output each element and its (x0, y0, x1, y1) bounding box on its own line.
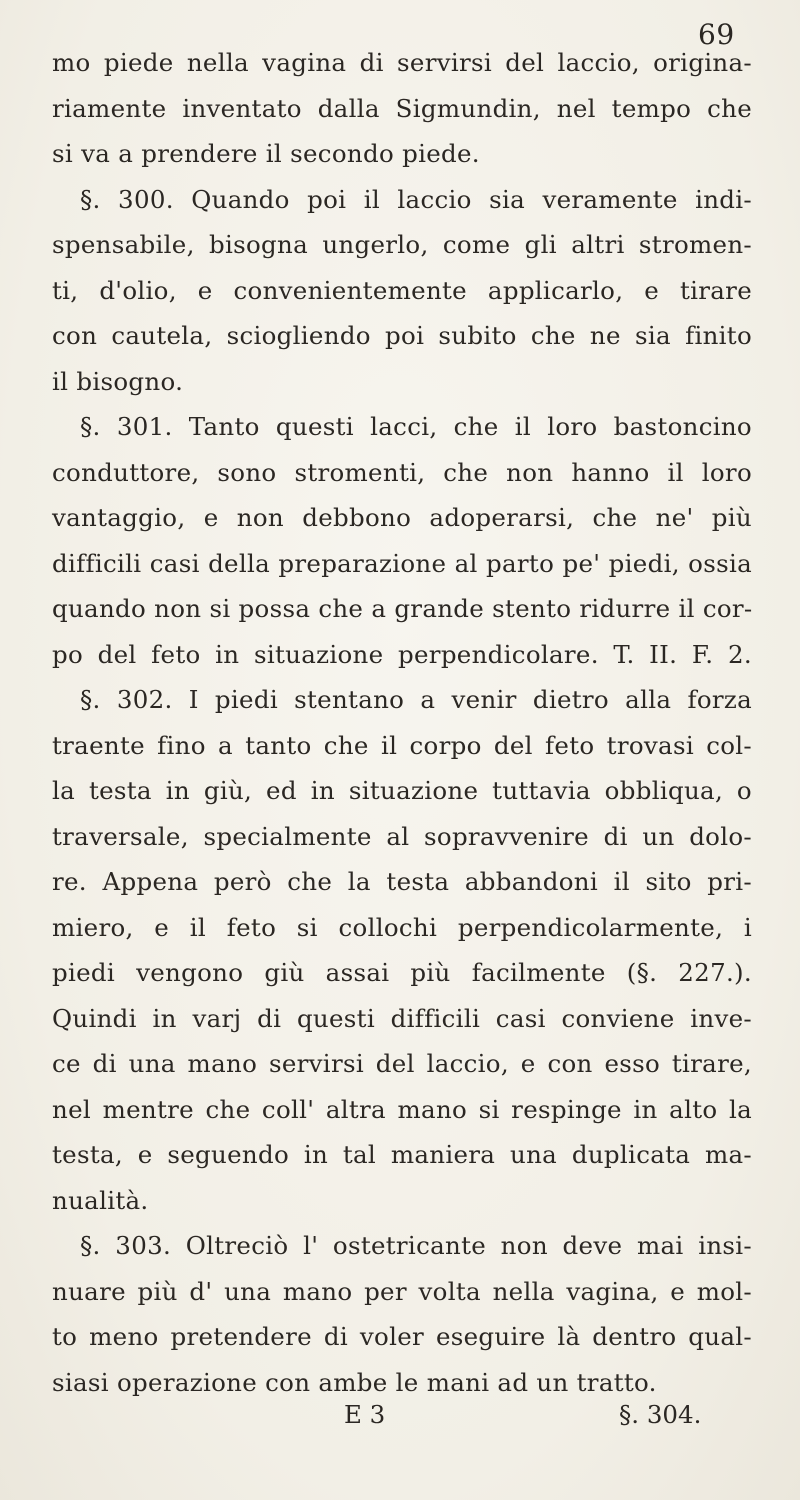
text-line: nel mentre che coll' altra mano si respinge in alto la (52, 1094, 752, 1124)
text-line: traente fino a tanto che il corpo del feto trovasi col- (52, 730, 752, 760)
text-line: la testa in giù, ed in situazione tuttavia obbliqua, o (52, 776, 752, 805)
text-line: difficili casi della preparazione al parto pe' piedi, ossia (52, 548, 752, 578)
catchword: §. 304. (619, 1400, 702, 1429)
paragraph-303-start: §. 303. Oltreciò l' ostetricante non deve mai insi- (80, 1231, 752, 1260)
text-line: ti, d'olio, e convenientemente applicarlo, e tirare (52, 275, 752, 305)
text-line: spensabile, bisogna ungerlo, come gli altri stromen- (52, 230, 752, 259)
text-line: to meno pretendere di voler eseguire là dentro qual- (52, 1322, 752, 1351)
text-line: re. Appena però che la testa abbandoni il sito pri- (52, 867, 752, 896)
page-footer (52, 1400, 752, 1440)
text-line: traversale, specialmente al sopravvenire di un dolo- (52, 821, 752, 851)
page-number: 69 (698, 18, 735, 51)
text-line: po del feto in situazione perpendicolare. T. II. F. 2. (52, 639, 752, 669)
text-line: piedi vengono giù assai più facilmente (§. 227.). (52, 958, 752, 987)
text-line: testa, e seguendo in tal maniera una duplicata ma- (52, 1140, 752, 1169)
text-line: quando non si possa che a grande stento ridurre il cor- (52, 594, 753, 623)
body-text (52, 40, 752, 1405)
text-line: riamente inventato dalla Sigmundin, nel tempo che (52, 93, 752, 123)
text-line: miero, e il feto si collochi perpendicolarmente, i (52, 912, 752, 942)
text-line: nualità. (52, 1185, 149, 1215)
text-line: Quindi in varj di questi difficili casi conviene inve- (52, 1003, 752, 1033)
text-line: mo piede nella vagina di servirsi del laccio, origina- (52, 48, 752, 77)
text-line: conduttore, sono stromenti, che non hanno il loro (52, 457, 752, 487)
text-line: con cautela, sciogliendo poi subito che ne sia finito (52, 321, 752, 350)
paragraph-300-start: §. 300. Quando poi il laccio sia veramente indi- (80, 184, 752, 214)
text-line: siasi operazione con ambe le mani ad un tratto. (52, 1367, 657, 1397)
paragraph-302-start: §. 302. I piedi stentano a venir dietro alla forza (80, 685, 752, 714)
signature-mark: E 3 (344, 1400, 386, 1429)
paragraph-301-start: §. 301. Tanto questi lacci, che il loro bastoncino (80, 412, 752, 441)
text-line: ce di una mano servirsi del laccio, e con esso tirare, (52, 1049, 752, 1078)
text-line: il bisogno. (52, 366, 184, 396)
text-line: nuare più d' una mano per volta nella vagina, e mol- (52, 1276, 752, 1306)
text-line: si va a prendere il secondo piede. (52, 139, 480, 168)
text-line: vantaggio, e non debbono adoperarsi, che ne' più (52, 503, 752, 532)
